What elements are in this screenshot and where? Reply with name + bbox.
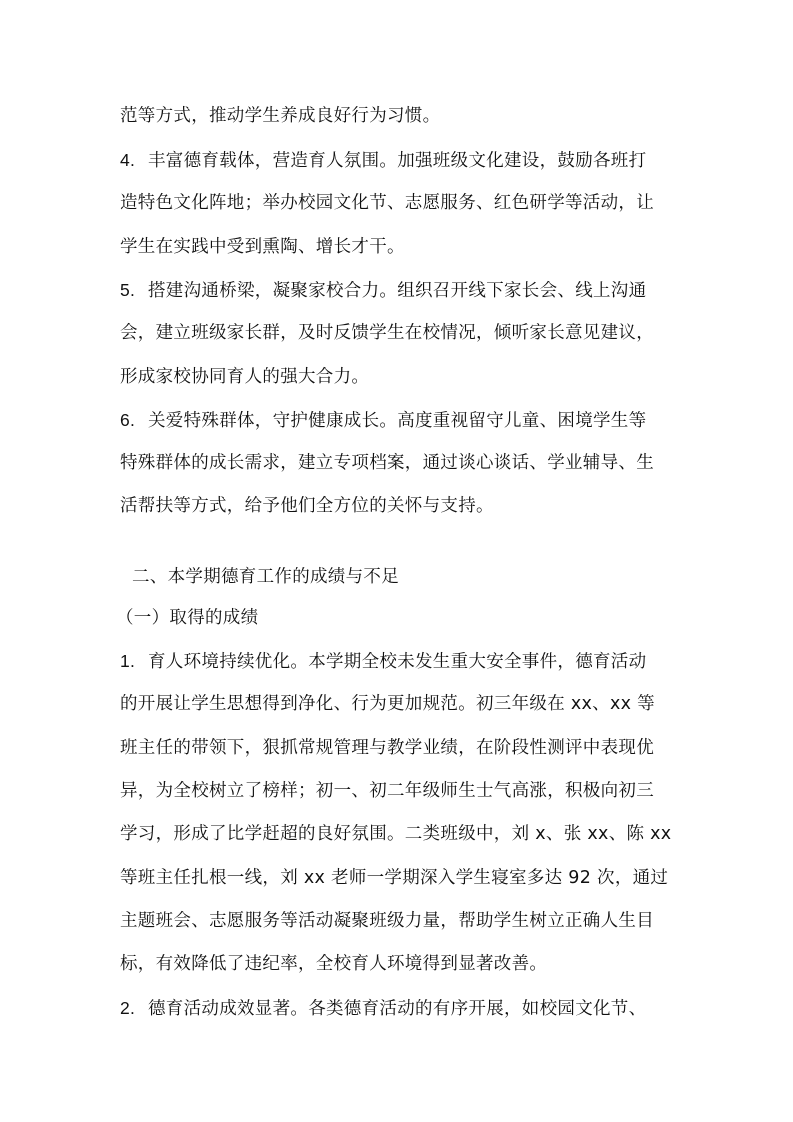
line-text: 德育活动成效显著。各类德育活动的有序开展，如校园文化节、: [148, 999, 647, 1019]
line-text: 标，有效降低了违纪率，全校育人环境得到显著改善。: [120, 954, 548, 974]
list-item-5: [120, 278, 646, 303]
list-number: 6.: [120, 410, 136, 430]
text-line: [120, 736, 654, 760]
line-text: 学生在实践中受到熏陶、增长才干。: [120, 237, 405, 257]
line-text: 育人环境持续优化。本学期全校未发生重大安全事件，德育活动: [148, 652, 647, 672]
text-line: [120, 692, 655, 716]
text-line: [120, 822, 671, 846]
line-text: 等班主任扎根一线，刘 xx 老师一学期深入学生寝室多达 92 次，通过: [120, 868, 669, 888]
list-item-2: [120, 996, 646, 1021]
line-text: 的开展让学生思想得到净化、行为更加规范。初三年级在 xx、xx 等: [120, 694, 655, 714]
line-text: 活帮扶等方式，给予他们全方位的关怀与支持。: [120, 496, 494, 516]
text-line: [120, 909, 654, 933]
line-text: 特殊群体的成长需求，建立专项档案，通过谈心谈话、学业辅导、生: [120, 453, 654, 473]
list-number: 2.: [120, 998, 136, 1018]
text-line: [120, 494, 494, 518]
text-line: [120, 191, 654, 215]
list-item-4: [120, 148, 646, 173]
line-text: 范等方式，推动学生养成良好行为习惯。: [120, 106, 441, 126]
list-item-1: [120, 649, 646, 674]
line-text: 异，为全校树立了榜样；初一、初二年级师生士气高涨，积极向初三: [120, 781, 654, 801]
heading-text: （一）取得的成绩: [116, 608, 259, 628]
list-number: 4.: [120, 150, 136, 170]
list-item-6: [120, 408, 646, 433]
line-text: 形成家校协同育人的强大合力。: [120, 367, 370, 387]
line-text: 学习，形成了比学赶超的良好氛围。二类班级中，刘 x、张 xx、陈 xx: [120, 824, 672, 844]
line-text: 主题班会、志愿服务等活动凝聚班级力量，帮助学生树立正确人生目: [120, 911, 654, 931]
list-number: 1.: [120, 651, 136, 671]
list-number: 5.: [120, 280, 136, 300]
text-line: [120, 365, 369, 389]
text-line: [120, 104, 440, 128]
line-text: 会，建立班级家长群，及时反馈学生在校情况，倾听家长意见建议，: [120, 323, 654, 343]
line-text: 关爱特殊群体，守护健康成长。高度重视留守儿童、困境学生等: [148, 411, 647, 431]
text-line: [120, 779, 654, 803]
text-line: [120, 321, 654, 345]
line-text: 搭建沟通桥梁，凝聚家校合力。组织召开线下家长会、线上沟通: [148, 281, 647, 301]
section-heading: [132, 565, 399, 589]
text-line: [120, 451, 654, 475]
line-text: 班主任的带领下，狠抓常规管理与教学业绩，在阶段性测评中表现优: [120, 738, 654, 758]
sub-heading: [116, 606, 258, 630]
text-line: [120, 235, 405, 259]
text-line: [120, 866, 668, 890]
line-text: 丰富德育载体，营造育人氛围。加强班级文化建设，鼓励各班打: [148, 151, 647, 171]
heading-text: 二、本学期德育工作的成绩与不足: [132, 567, 399, 587]
line-text: 造特色文化阵地；举办校园文化节、志愿服务、红色研学等活动，让: [120, 193, 654, 213]
text-line: [120, 952, 547, 976]
